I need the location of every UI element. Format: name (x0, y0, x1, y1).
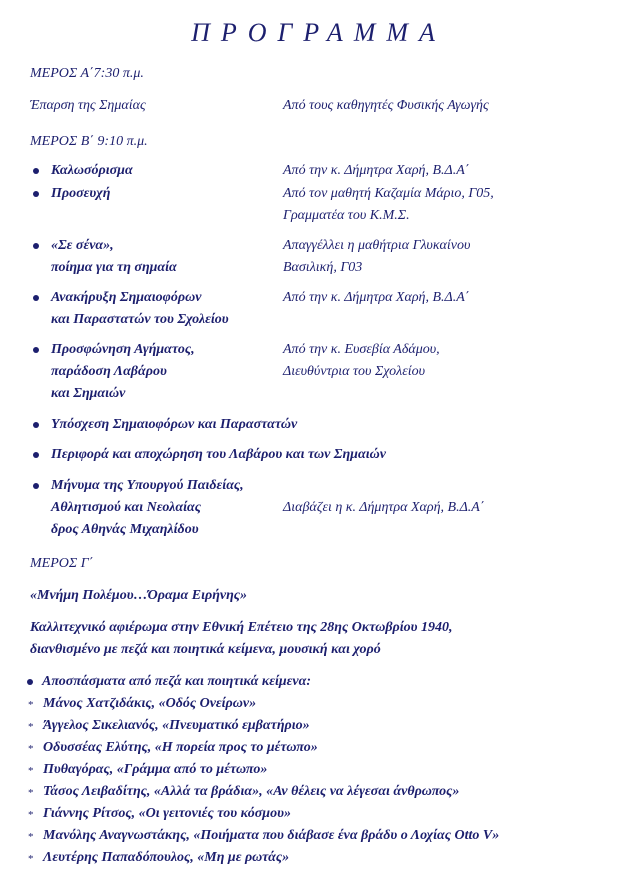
excerpt-item: Γιάννης Ρίτσος, «Οι γειτονιές του κόσμου» (43, 806, 291, 821)
excerpt-item: Άγγελος Σικελιανός, «Πνευματικό εμβατήριο» (43, 718, 310, 733)
programme-item-poem: ποίημα για τη σημαία (51, 260, 177, 275)
programme-item-address: παράδοση Λαβάρου (51, 364, 167, 379)
excerpt-item: Μανόλης Αναγνωστάκης, «Ποιήματα που διάβασε ένα βράδυ ο Λοχίας Otto V» (43, 828, 500, 843)
bullet-icon (33, 295, 39, 301)
bullet-icon (33, 168, 39, 174)
programme-item-prayer: Προσευχή (51, 186, 111, 201)
part-c-description: διανθισμένο με πεζά και ποιητικά κείμενα, μουσική και χορό (30, 642, 381, 657)
bullet-icon (33, 483, 39, 489)
asterisk-icon: * (28, 721, 34, 733)
programme-item-poem: «Σε σένα», (51, 238, 114, 253)
programme-item-address-by: Διευθύντρια του Σχολείου (283, 364, 426, 379)
programme-item-flagbearers: Ανακήρυξη Σημαιοφόρων (51, 290, 202, 305)
excerpt-item: Μάνος Χατζιδάκις, «Οδός Ονείρων» (43, 696, 257, 711)
programme-item-prayer-by: Γραμματέα του Κ.Μ.Σ. (283, 208, 410, 223)
bullet-icon (33, 243, 39, 249)
programme-item-message: Αθλητισμού και Νεολαίας (51, 500, 202, 515)
bullet-icon (33, 191, 39, 197)
bullet-icon (33, 347, 39, 353)
programme-item-poem-by: Απαγγέλλει η μαθήτρια Γλυκαίνου (283, 238, 471, 253)
excerpts-heading: Αποσπάσματα από πεζά και ποιητικά κείμενα: (42, 674, 312, 689)
page-title: ΠΡΟΓΡΑΜΜΑ (191, 18, 446, 47)
programme-item-address: Προσφώνηση Αγήματος, (51, 342, 195, 357)
bullet-icon (27, 679, 33, 685)
programme-item-welcome-by: Από την κ. Δήμητρα Χαρή, Β.Δ.Α΄ (283, 163, 470, 178)
programme-item-message: δρος Αθηνάς Μιχαηλίδου (51, 522, 199, 537)
programme-item-poem-by: Βασιλική, Γ03 (283, 260, 363, 275)
bullet-icon (33, 452, 39, 458)
asterisk-icon: * (28, 853, 34, 865)
bullet-icon (33, 422, 39, 428)
part-b-heading: ΜΕΡΟΣ Β΄ 9:10 π.μ. (30, 134, 148, 149)
programme-item-address: και Σημαιών (51, 386, 126, 401)
programme-item-prayer-by: Από τον μαθητή Καζαμία Μάριο, Γ05, (283, 186, 494, 201)
part-c-heading: ΜΕΡΟΣ Γ΄ (30, 556, 94, 571)
asterisk-icon: * (28, 831, 34, 843)
part-a-heading: ΜΕΡΟΣ Α΄7:30 π.μ. (30, 66, 144, 81)
part-c-description: Καλλιτεχνικό αφιέρωμα στην Εθνική Επέτειο της 28ης Οκτωβρίου 1940, (30, 620, 453, 635)
asterisk-icon: * (28, 743, 34, 755)
part-c-subtitle: «Μνήμη Πολέμου…Όραμα Ειρήνης» (30, 588, 248, 603)
asterisk-icon: * (28, 787, 34, 799)
asterisk-icon: * (28, 699, 34, 711)
programme-item-flagbearers-by: Από την κ. Δήμητρα Χαρή, Β.Δ.Α΄ (283, 290, 470, 305)
programme-item-message-by: Διαβάζει η κ. Δήμητρα Χαρή, Β.Δ.Α΄ (283, 500, 485, 515)
programme-item-address-by: Από την κ. Ευσεβία Αδάμου, (283, 342, 440, 357)
programme-item-welcome: Καλωσόρισμα (51, 163, 133, 178)
excerpt-item: Λευτέρης Παπαδόπουλος, «Μη με ρωτάς» (43, 850, 290, 865)
part-a-by: Από τους καθηγητές Φυσικής Αγωγής (283, 98, 489, 113)
asterisk-icon: * (28, 809, 34, 821)
programme-item-procession: Περιφορά και αποχώρηση του Λαβάρου και των Σημαιών (51, 447, 386, 462)
excerpt-item: Τάσος Λειβαδίτης, «Αλλά τα βράδια», «Αν θέλεις να λέγεσαι άνθρωπος» (43, 784, 460, 799)
programme-item-message: Μήνυμα της Υπουργού Παιδείας, (51, 478, 244, 493)
programme-item-pledge: Υπόσχεση Σημαιοφόρων και Παραστατών (51, 417, 298, 432)
programme-item-flagbearers: και Παραστατών του Σχολείου (51, 312, 229, 327)
excerpt-item: Πυθαγόρας, «Γράμμα από το μέτωπο» (43, 762, 268, 777)
excerpt-item: Οδυσσέας Ελύτης, «Η πορεία προς το μέτωπο» (43, 740, 318, 755)
asterisk-icon: * (28, 765, 34, 777)
part-a-item: Έπαρση της Σημαίας (30, 98, 146, 113)
